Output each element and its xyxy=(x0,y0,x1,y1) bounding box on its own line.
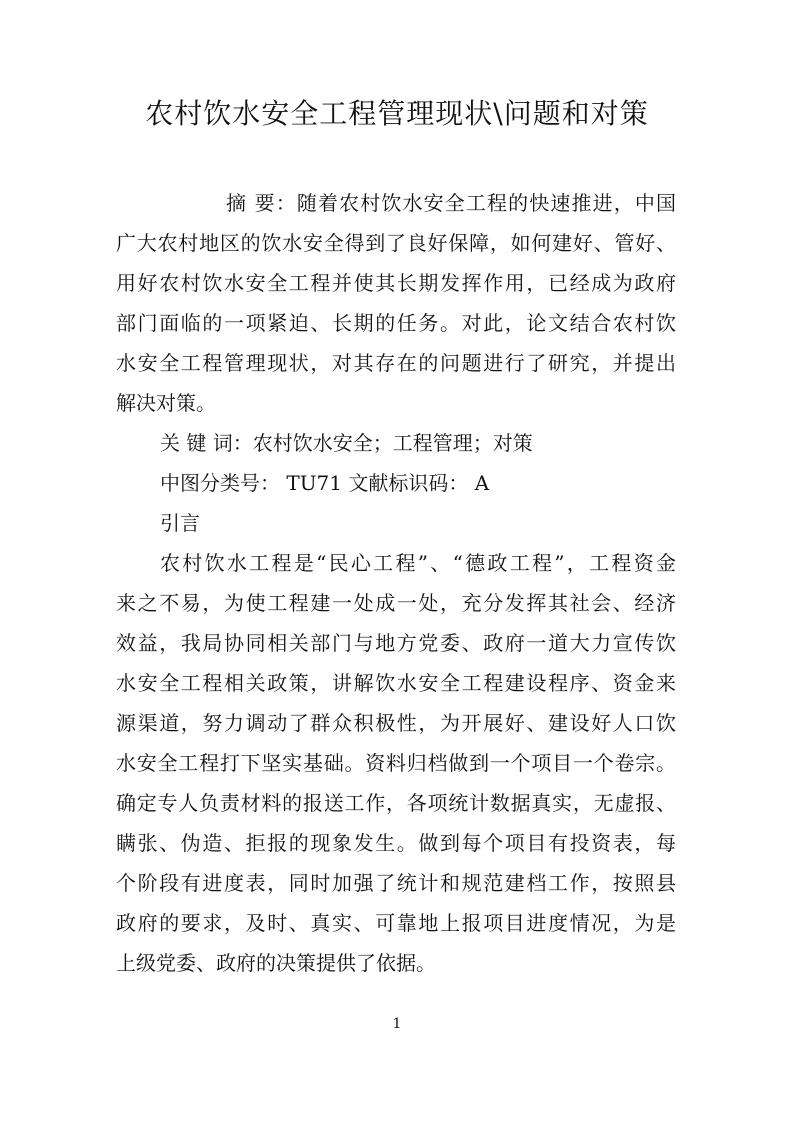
paragraph-line: 个阶段有进度表，同时加强了统计和规范建档工作，按照县 xyxy=(116,871,676,895)
paragraph-line: 确定专人负责材料的报送工作，各项统计数据真实，无虚报、 xyxy=(116,791,676,815)
paragraph-line: 政府的要求，及时、真实、可靠地上报项目进度情况，为是 xyxy=(116,911,676,935)
paragraph-line: 水安全工程打下坚实基础。资料归档做到一个项目一个卷宗。 xyxy=(116,751,676,775)
document-title: 农村饮水安全工程管理现状\问题和对策 xyxy=(145,97,649,130)
paragraph-line: 水安全工程相关政策，讲解饮水安全工程建设程序、资金来 xyxy=(116,671,676,695)
abstract-line: 部门面临的一项紧迫、长期的任务。对此，论文结合农村饮 xyxy=(116,311,676,335)
page-number: 1 xyxy=(392,1016,402,1032)
paragraph-line: 效益，我局协同相关部门与地方党委、政府一道大力宣传饮 xyxy=(116,631,676,655)
keywords-line: 关 键 词：农村饮水安全；工程管理；对策 xyxy=(160,431,533,455)
paragraph-line: 源渠道，努力调动了群众积极性，为开展好、建设好人口饮 xyxy=(116,711,676,735)
document-body xyxy=(116,183,676,983)
abstract-line: 水安全工程管理现状，对其存在的问题进行了研究，并提出 xyxy=(116,351,676,375)
classification-line: 中图分类号： TU71 文献标识码： A xyxy=(160,471,490,495)
paragraph-line: 农村饮水工程是“民心工程”、“德政工程”，工程资金 xyxy=(160,551,676,575)
paragraph-line: 上级党委、政府的决策提供了依据。 xyxy=(116,951,436,975)
abstract-line: 用好农村饮水安全工程并使其长期发挥作用，已经成为政府 xyxy=(116,271,676,295)
paragraph-line: 来之不易，为使工程建一处成一处，充分发挥其社会、经济 xyxy=(116,591,676,615)
abstract-line: 广大农村地区的饮水安全得到了良好保障，如何建好、管好、 xyxy=(116,231,676,255)
abstract-line: 摘 要：随着农村饮水安全工程的快速推进，中国 xyxy=(226,191,676,215)
section-heading: 引言 xyxy=(160,511,200,535)
paragraph-line: 瞒张、伪造、拒报的现象发生。做到每个项目有投资表，每 xyxy=(116,831,676,855)
abstract-line: 解决对策。 xyxy=(116,391,216,415)
